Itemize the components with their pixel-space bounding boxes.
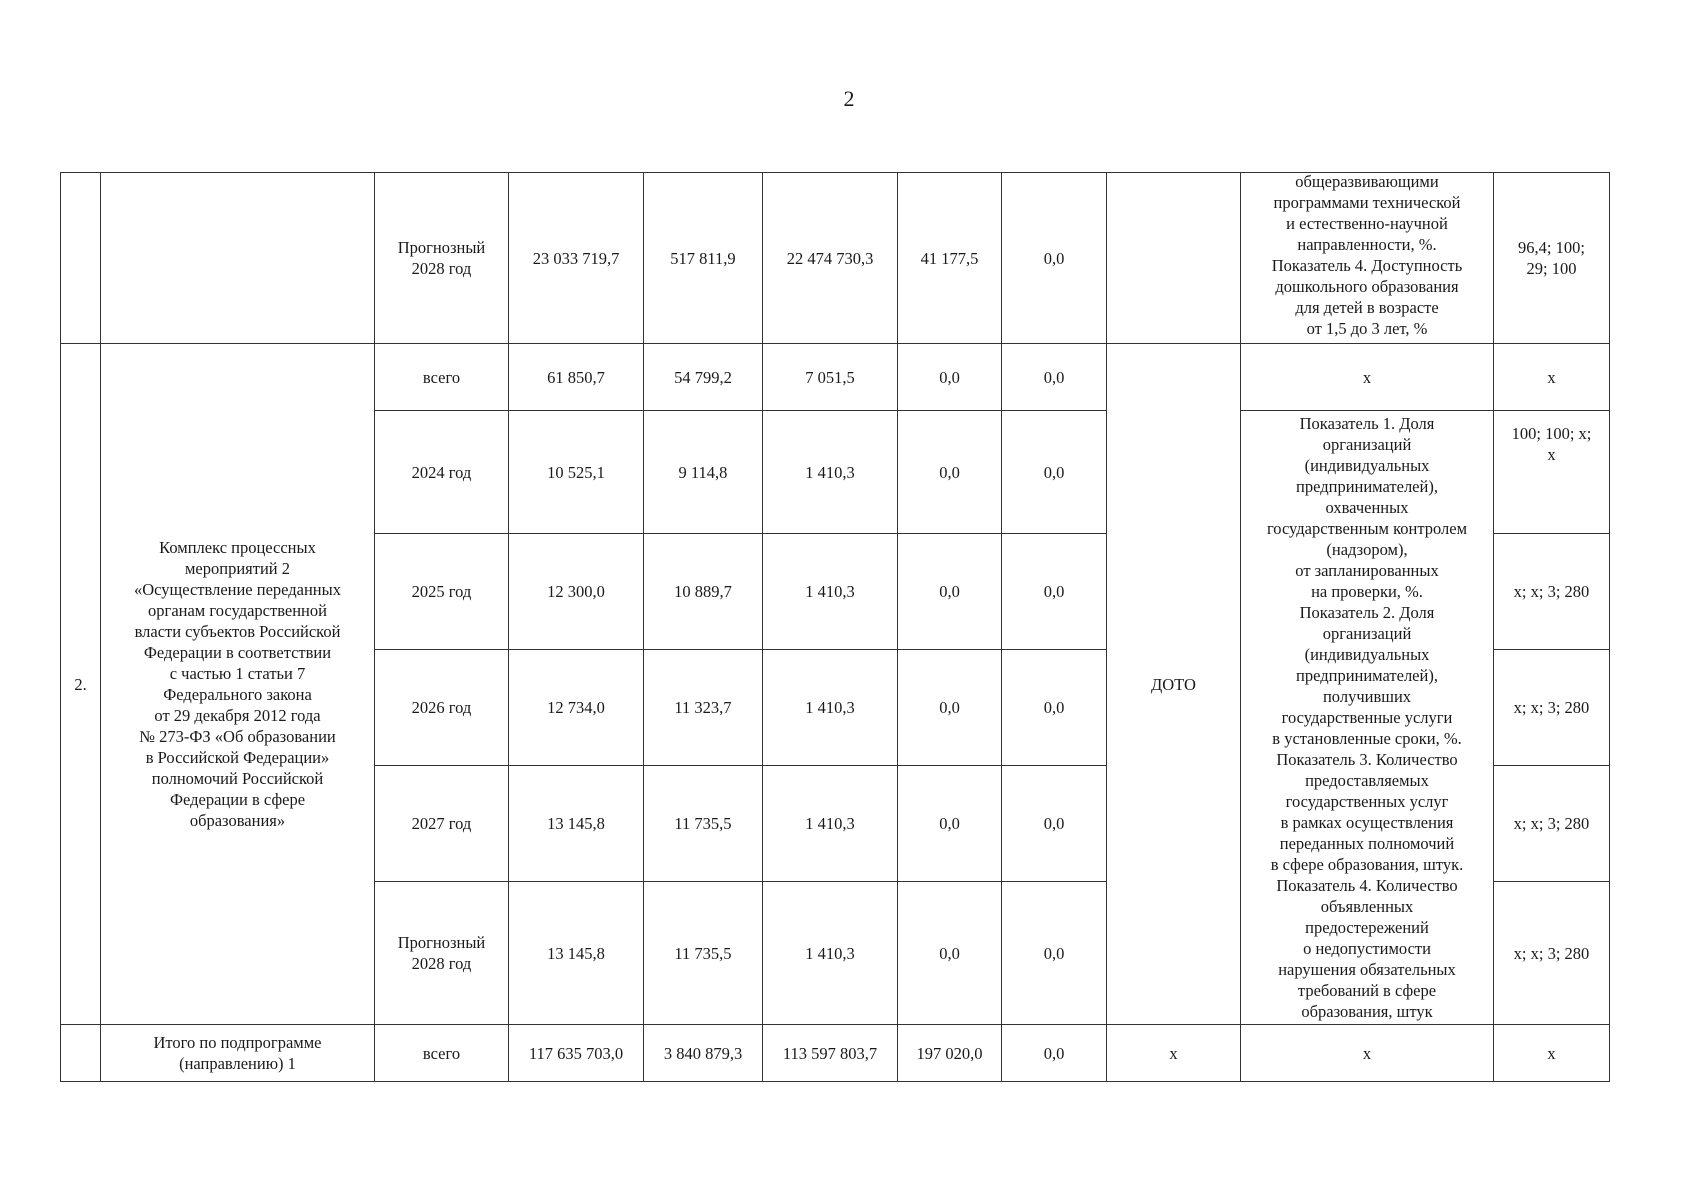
regional-cell: 1 410,3 (763, 882, 898, 1025)
indicator-values-cell: 100; 100; x; x (1494, 411, 1610, 534)
indicator-cell: x (1241, 344, 1494, 411)
indicator-description-cell: Показатель 1. Доля организаций (индивидуальных предпринимателей), охваченных государственным контролем (надзором), от запланированных на проверки, %. Показатель 2. Доля организаций (индивидуальных предпринимателей), получивших государственные услуги в установленные сроки, %. Показатель 3. Количество предоставляемых государственных услуг в рамках осуществления переданных полномочий в сфере образования, штук. Показатель 4. Количество объявленных предостережений о недопустимости нарушения обязательных требований в сфере образования, штук (1241, 411, 1494, 1025)
period-cell: Прогнозный 2028 год (375, 882, 509, 1025)
row-number-cell (61, 173, 101, 344)
indicator-cell: x (1241, 1025, 1494, 1082)
total-cell: 12 300,0 (509, 534, 644, 650)
federal-cell: 3 840 879,3 (644, 1025, 763, 1082)
regional-cell: 22 474 730,3 (763, 173, 898, 344)
period-cell: 2024 год (375, 411, 509, 534)
total-cell: 61 850,7 (509, 344, 644, 411)
total-cell: 13 145,8 (509, 882, 644, 1025)
period-cell: 2027 год (375, 766, 509, 882)
indicator-values-cell: x; x; 3; 280 (1494, 766, 1610, 882)
federal-cell: 9 114,8 (644, 411, 763, 534)
other-cell: 0,0 (1002, 882, 1107, 1025)
regional-cell: 1 410,3 (763, 650, 898, 766)
page-number: 2 (843, 86, 855, 111)
indicator-values-cell: x (1494, 1025, 1610, 1082)
local-cell: 0,0 (898, 882, 1002, 1025)
period-cell: всего (375, 1025, 509, 1082)
regional-cell: 1 410,3 (763, 766, 898, 882)
federal-cell: 517 811,9 (644, 173, 763, 344)
total-cell: 117 635 703,0 (509, 1025, 644, 1082)
other-cell: 0,0 (1002, 344, 1107, 411)
indicator-values-cell: x (1494, 344, 1610, 411)
total-cell: 13 145,8 (509, 766, 644, 882)
local-cell: 0,0 (898, 534, 1002, 650)
total-cell: 10 525,1 (509, 411, 644, 534)
table-row-forecast-prev (61, 173, 1610, 344)
indicator-values-cell: x; x; 3; 280 (1494, 650, 1610, 766)
budget-table (60, 172, 1610, 1082)
federal-cell: 10 889,7 (644, 534, 763, 650)
other-cell: 0,0 (1002, 1025, 1107, 1082)
other-cell: 0,0 (1002, 766, 1107, 882)
table-row-subprogram-total (61, 1025, 1610, 1082)
period-cell: Прогнозный 2028 год (375, 173, 509, 344)
regional-cell: 1 410,3 (763, 534, 898, 650)
regional-cell: 113 597 803,7 (763, 1025, 898, 1082)
regional-cell: 1 410,3 (763, 411, 898, 534)
indicator-cell: общеразвивающими программами технической и естественно-научной направленности, %. Показатель 4. Доступность дошкольного образования для детей в возрасте от 1,5 до 3 лет, % (1241, 173, 1494, 344)
local-cell: 0,0 (898, 344, 1002, 411)
block-name-cell: Комплекс процессных мероприятий 2 «Осуществление переданных органам государственной власти субъектов Российской Федерации в соответствии с частью 1 статьи 7 Федерального закона от 29 декабря 2012 года № 273-ФЗ «Об образовании в Российской Федерации» полномочий Российской Федерации в сфере образования» (101, 344, 375, 1025)
period-cell: 2025 год (375, 534, 509, 650)
table-row-block2-total (61, 344, 1610, 411)
local-cell: 41 177,5 (898, 173, 1002, 344)
total-cell: 23 033 719,7 (509, 173, 644, 344)
row-number-cell (61, 1025, 101, 1082)
executor-cell (1107, 173, 1241, 344)
indicator-values-cell: x; x; 3; 280 (1494, 882, 1610, 1025)
other-cell: 0,0 (1002, 173, 1107, 344)
executor-cell: ДОТО (1107, 344, 1241, 1025)
federal-cell: 11 735,5 (644, 882, 763, 1025)
block-number-cell: 2. (61, 344, 101, 1025)
local-cell: 0,0 (898, 766, 1002, 882)
indicator-values-cell: 96,4; 100; 29; 100 (1494, 173, 1610, 344)
local-cell: 0,0 (898, 650, 1002, 766)
federal-cell: 11 735,5 (644, 766, 763, 882)
local-cell: 0,0 (898, 411, 1002, 534)
period-cell: всего (375, 344, 509, 411)
executor-cell: x (1107, 1025, 1241, 1082)
federal-cell: 54 799,2 (644, 344, 763, 411)
local-cell: 197 020,0 (898, 1025, 1002, 1082)
row-name-cell: Итого по подпрограмме (направлению) 1 (101, 1025, 375, 1082)
period-cell: 2026 год (375, 650, 509, 766)
regional-cell: 7 051,5 (763, 344, 898, 411)
other-cell: 0,0 (1002, 411, 1107, 534)
row-name-cell (101, 173, 375, 344)
indicator-values-cell: x; x; 3; 280 (1494, 534, 1610, 650)
total-cell: 12 734,0 (509, 650, 644, 766)
other-cell: 0,0 (1002, 534, 1107, 650)
federal-cell: 11 323,7 (644, 650, 763, 766)
other-cell: 0,0 (1002, 650, 1107, 766)
